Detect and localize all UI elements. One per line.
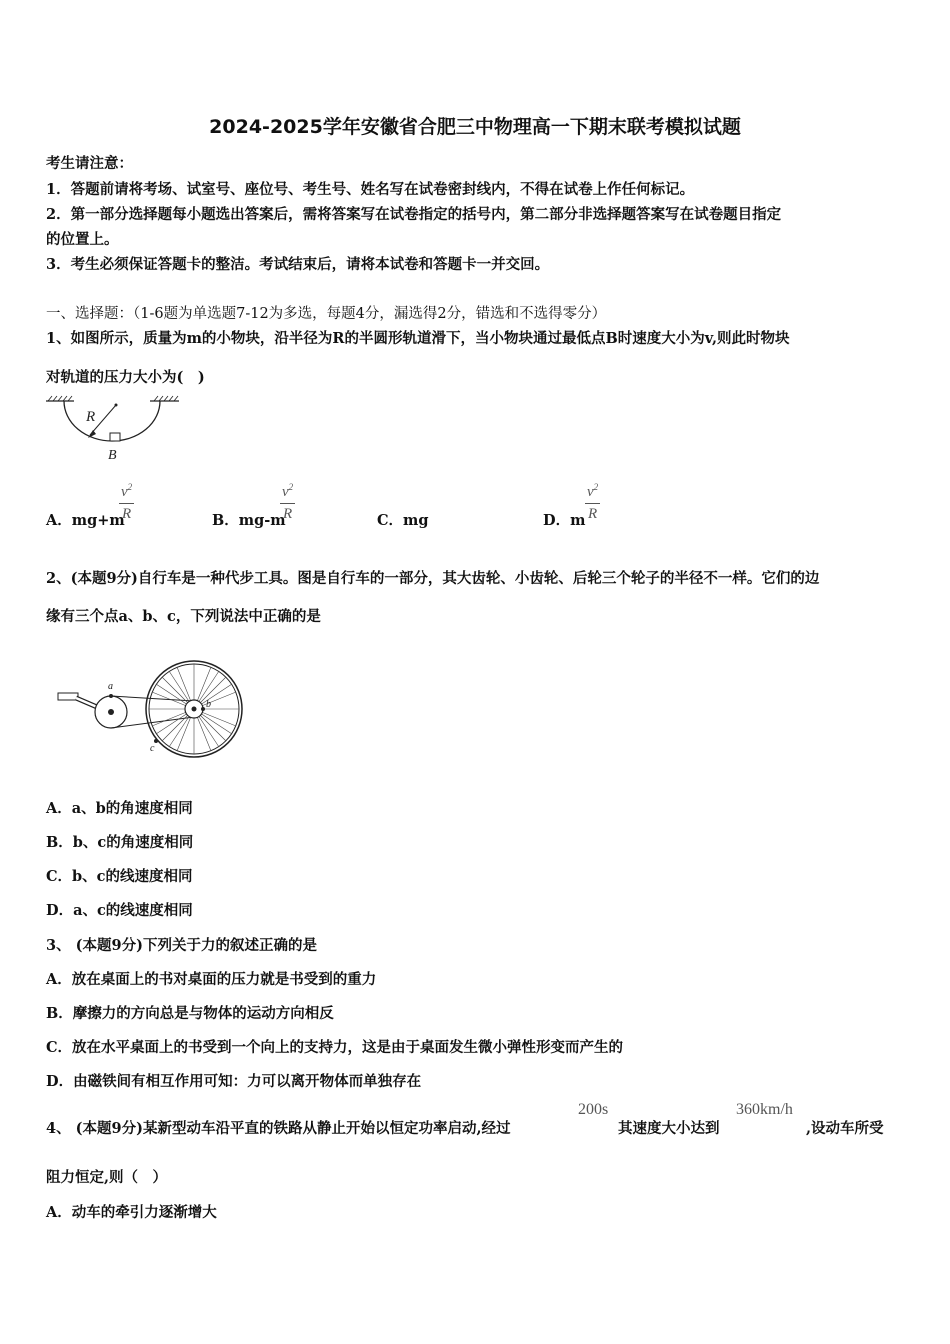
fraction-v2-over-r: $\frac{v^2}{R}$ <box>282 482 294 522</box>
q3-option[interactable]: C．放在水平桌面上的书受到一个向上的支持力，这是由于桌面发生微小弹性形变而产生的 <box>46 1039 624 1056</box>
option-b[interactable] <box>212 509 286 530</box>
q2-option[interactable]: B．b、c的角速度相同 <box>46 834 194 851</box>
option-c[interactable] <box>377 509 429 530</box>
bicycle-wheel-figure <box>56 655 248 760</box>
fraction-v2-over-r: $\frac{v^2}{R}$ <box>587 482 599 522</box>
q2-stem: 2、(本题9分)自行车是一种代步工具。图是自行车的一部分，其大齿轮、小齿轮、后轮三个轮子的半径不一样。它们的边 <box>46 570 820 587</box>
figure-label-c: c <box>150 743 155 754</box>
option-c-label: C．mg <box>377 512 429 529</box>
notice-heading: 考生请注意： <box>46 155 133 172</box>
notice-item: 的位置上。 <box>46 231 119 248</box>
option-a[interactable] <box>46 509 125 530</box>
q4-option[interactable]: A．动车的牵引力逐渐增大 <box>46 1204 217 1221</box>
q4-stem: 阻力恒定,则（ ） <box>46 1169 168 1186</box>
page-title: 2024-2025学年安徽省合肥三中物理高一下期末联考模拟试题 <box>209 116 741 138</box>
q4-stem-part1: 4、 (本题9分)某新型动车沿平直的铁路从静止开始以恒定功率启动,经过 <box>46 1120 511 1137</box>
q3-option[interactable]: B．摩擦力的方向总是与物体的运动方向相反 <box>46 1005 334 1022</box>
q2-option[interactable]: A．a、b的角速度相同 <box>46 800 193 817</box>
q4-stem-part2: 其速度大小达到 <box>618 1120 720 1137</box>
formula-speed: 360km/h <box>736 1101 793 1118</box>
q1-stem: 1、如图所示，质量为m的小物块，沿半径为R的半圆形轨道滑下，当小物块通过最低点B时速度大小为v,则此时物块 <box>46 330 790 347</box>
fraction-v2-over-r: $\frac{v^2}{R}$ <box>121 482 133 522</box>
semicircle-track-figure <box>44 395 184 465</box>
figure-label-R: R <box>86 409 96 425</box>
section-heading: 一、选择题：（1-6题为单选题7-12为多选，每题4分，漏选得2分，错选和不选得零分） <box>46 306 607 322</box>
q1-stem: 对轨道的压力大小为( ) <box>46 369 205 386</box>
option-d-label: D．m <box>543 512 586 529</box>
q3-option[interactable]: A．放在桌面上的书对桌面的压力就是书受到的重力 <box>46 971 377 988</box>
notice-item: 3．考生必须保证答题卡的整洁。考试结束后，请将本试卷和答题卡一并交回。 <box>46 256 550 273</box>
q3-stem: 3、 (本题9分)下列关于力的叙述正确的是 <box>46 937 317 954</box>
option-b-label: B．mg-m <box>212 512 286 529</box>
figure-label-b: b <box>206 699 211 710</box>
q3-option[interactable]: D．由磁铁间有相互作用可知：力可以离开物体而单独存在 <box>46 1073 422 1090</box>
notice-item: 2．第一部分选择题每小题选出答案后，需将答案写在试卷指定的括号内，第二部分非选择题答案写在试卷题目指定 <box>46 206 782 223</box>
figure-label-B: B <box>108 448 117 463</box>
figure-label-a: a <box>108 681 113 692</box>
q2-option[interactable]: C．b、c的线速度相同 <box>46 868 193 885</box>
option-a-label: A．mg+m <box>46 512 125 529</box>
q4-stem-part3: ,设动车所受 <box>806 1120 884 1137</box>
option-d[interactable] <box>543 509 585 530</box>
q2-stem: 缘有三个点a、b、c，下列说法中正确的是 <box>46 608 321 625</box>
q2-option[interactable]: D．a、c的线速度相同 <box>46 902 193 919</box>
formula-time: 200s <box>578 1101 609 1118</box>
notice-item: 1．答题前请将考场、试室号、座位号、考生号、姓名写在试卷密封线内，不得在试卷上作任何标记。 <box>46 181 695 198</box>
